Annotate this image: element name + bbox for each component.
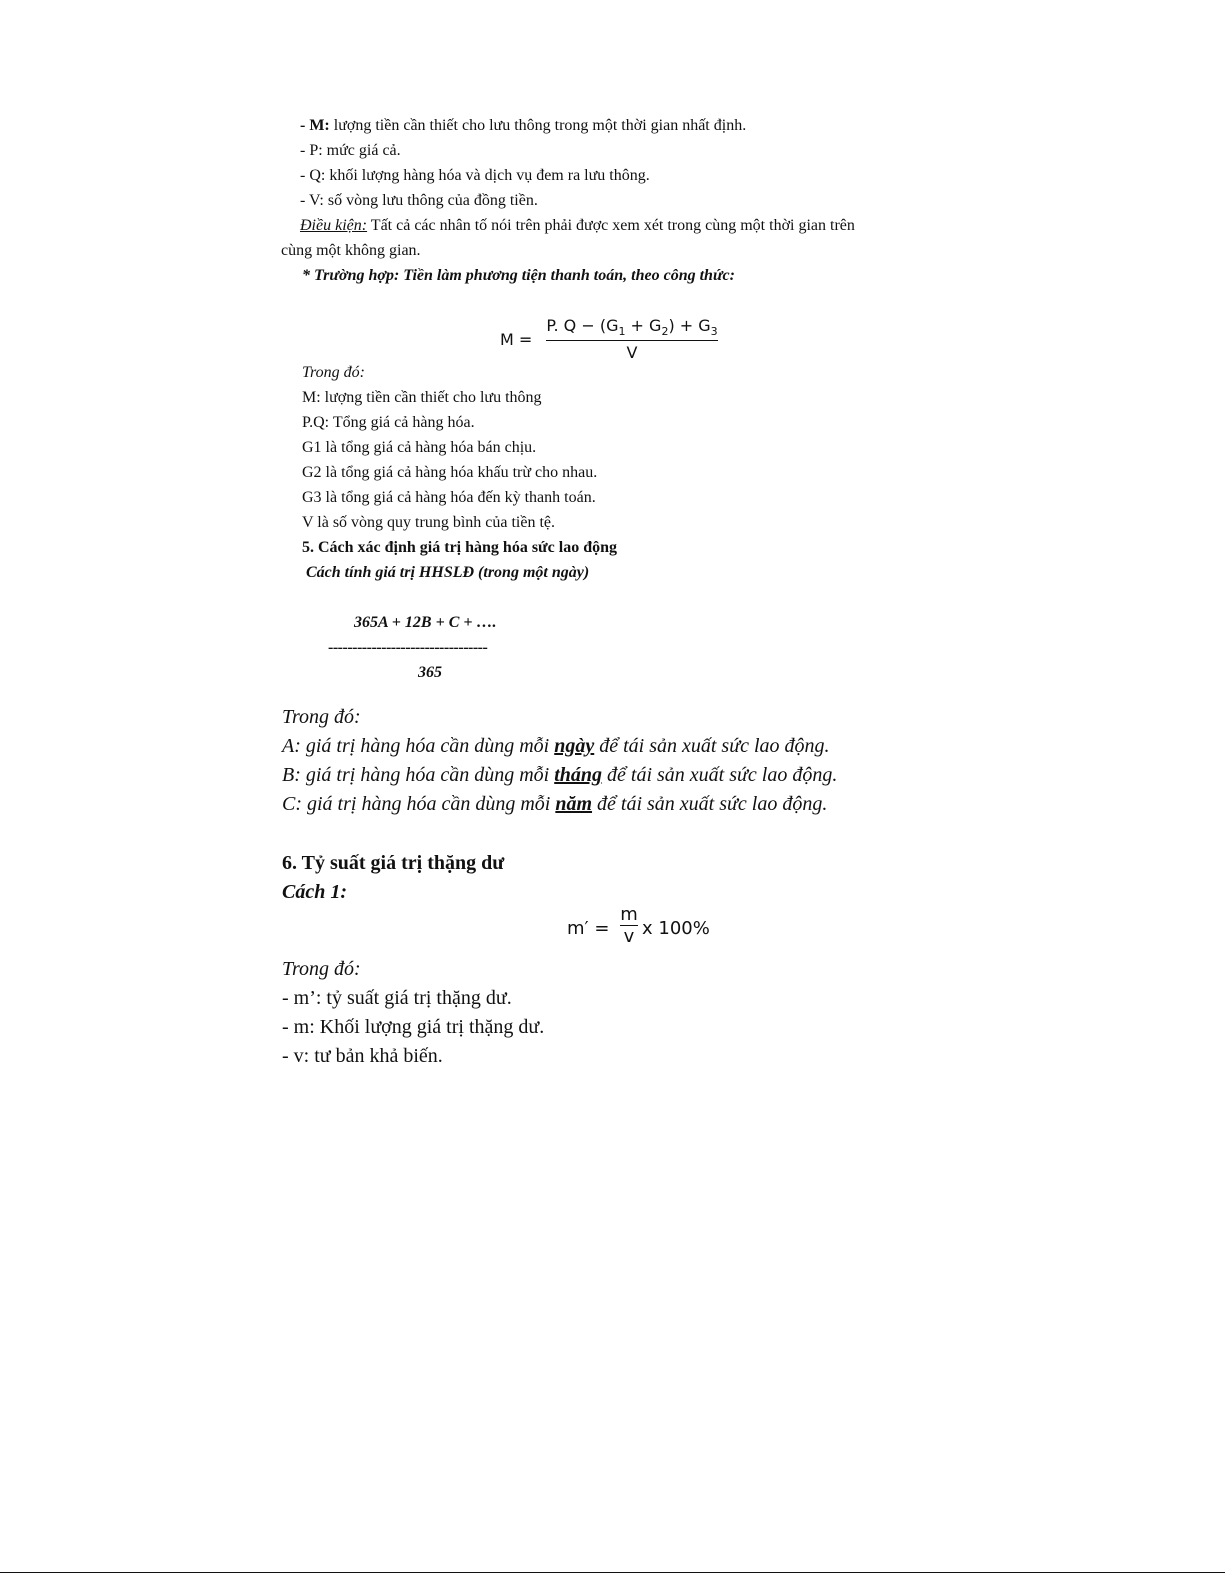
condition-line-1 <box>300 216 855 236</box>
definition-m-key: - M: <box>300 117 330 134</box>
rate-formula-numerator: m <box>620 904 638 925</box>
rate-formula-denominator: v <box>623 926 635 947</box>
list-item: - v: tư bản khả biến. <box>282 1045 443 1067</box>
case-heading: * Trường hợp: Tiền làm phương tiện thanh toán, theo công thức: <box>302 267 735 284</box>
definition-m-text: lượng tiền cần thiết cho lưu thông trong một thời gian nhất định. <box>329 117 747 134</box>
definition-q: - Q: khối lượng hàng hóa và dịch vụ đem ra lưu thông. <box>300 167 650 184</box>
section-5-subheading: Cách tính giá trị HHSLĐ (trong một ngày) <box>306 564 590 581</box>
list-item: G1 là tổng giá cả hàng hóa bán chịu. <box>302 439 537 456</box>
list-item: M: lượng tiền cần thiết cho lưu thông <box>302 389 542 406</box>
list-item: V là số vòng quy trung bình của tiền tệ. <box>302 514 555 531</box>
condition-label: Điều kiện: <box>300 217 368 234</box>
method-label: Cách 1: <box>282 881 347 903</box>
definition-v: - V: số vòng lưu thông của đồng tiền. <box>300 192 538 209</box>
condition-text: Tất cả các nhân tố nói trên phải được xem xét trong cùng một thời gian trên <box>367 217 855 234</box>
section-5-heading: 5. Cách xác định giá trị hàng hóa sức lao động <box>302 539 617 556</box>
rate-formula-fraction <box>620 904 638 947</box>
hhsld-dashes: --------------------------------- <box>328 639 488 656</box>
hhsld-denominator: 365 <box>418 664 442 681</box>
definition-m <box>300 116 746 136</box>
line-b: B: giá trị hàng hóa cần dùng mỗi tháng để tái sản xuất sức lao động. <box>282 764 838 786</box>
formula-m-fraction <box>546 316 718 362</box>
formula-m-denominator: V <box>626 343 638 363</box>
formula-m-lhs: M = <box>500 330 533 349</box>
condition-line-2: cùng một không gian. <box>281 242 421 259</box>
keyword-day: ngày <box>554 735 595 757</box>
rate-formula-rhs: x 100% <box>642 918 710 939</box>
where-label-1: Trong đó: <box>302 364 365 381</box>
page-bottom-rule <box>0 1572 1225 1573</box>
hhsld-numerator: 365A + 12B + C + …. <box>354 614 497 631</box>
where-label-2: Trong đó: <box>282 706 361 728</box>
list-item: G3 là tổng giá cả hàng hóa đến kỳ thanh toán. <box>302 489 596 506</box>
line-a: A: giá trị hàng hóa cần dùng mỗi ngày để tái sản xuất sức lao động. <box>282 735 830 757</box>
formula-m-numerator: P. $Q - (G_1 + G_2) + G_3$ <box>546 316 718 339</box>
formula-m-bar <box>546 340 718 341</box>
keyword-month: tháng <box>554 764 603 786</box>
list-item: P.Q: Tổng giá cả hàng hóa. <box>302 414 475 431</box>
list-item: - m: Khối lượng giá trị thặng dư. <box>282 1016 545 1038</box>
rate-formula-lhs: m′ = <box>567 918 610 939</box>
list-item: - m’: tỷ suất giá trị thặng dư. <box>282 987 512 1009</box>
keyword-year: năm <box>555 793 593 815</box>
definition-p: - P: mức giá cả. <box>300 142 401 159</box>
section-6-heading: 6. Tỷ suất giá trị thặng dư <box>282 852 505 874</box>
where-label-3: Trong đó: <box>282 958 361 980</box>
line-c: C: giá trị hàng hóa cần dùng mỗi năm để tái sản xuất sức lao động. <box>282 793 828 815</box>
list-item: G2 là tổng giá cả hàng hóa khấu trừ cho nhau. <box>302 464 598 481</box>
